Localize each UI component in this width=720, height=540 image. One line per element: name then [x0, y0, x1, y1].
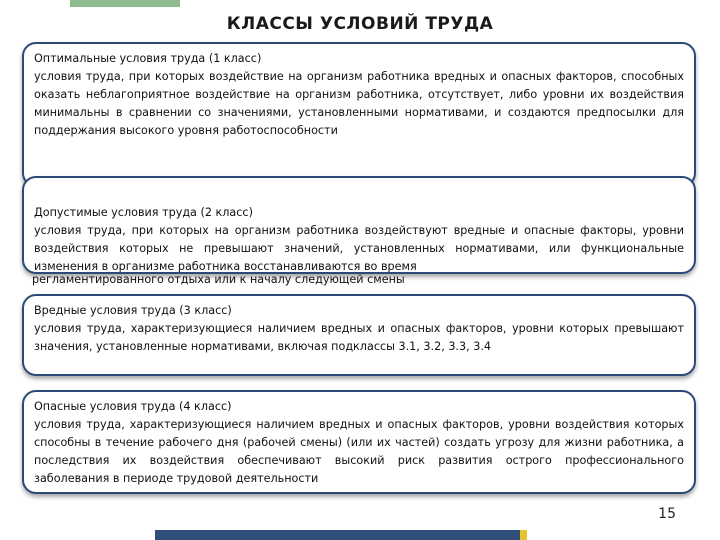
card-class-2	[22, 176, 696, 274]
card-class-1	[22, 42, 696, 187]
card-text: условия труда, при которых на организм работника воздействуют вредные и опасные факторы, уровни воздействия которых не превышают значений, установленных нормативами, или функциональные изменения в организме работника восстанавливаются во время	[34, 224, 684, 273]
card-class-4	[22, 390, 696, 494]
card-overflow-text: регламентированного отдыха или к началу следующей смены	[32, 273, 405, 286]
card-class-3	[22, 294, 696, 376]
card-heading: Оптимальные условия труда (1 класс)	[34, 52, 262, 65]
card-heading: Вредные условия труда (3 класс)	[34, 304, 232, 317]
card-text: условия труда, характеризующиеся наличием вредных и опасных факторов, уровни которых превышают значения, установленные нормативами, включая подклассы 3.1, 3.2, 3.3, 3.4	[34, 322, 684, 353]
page-number: 15	[658, 506, 676, 522]
card-text: условия труда, при которых воздействие на организм работника вредных и опасных факторов, способных оказать неблагоприятное воздействие на организм работника, отсутствует, либо уровни их воздействия минимальны в сравнении со значениями, установленными нормативами, и создаются предпосылки для поддержания высокого уровня работоспособности	[34, 70, 684, 137]
bottom-accent	[520, 530, 527, 540]
top-accent-bar	[70, 0, 180, 7]
card-heading: Опасные условия труда (4 класс)	[34, 400, 232, 413]
card-text: условия труда, характеризующиеся наличием вредных и опасных факторов, уровни воздействия которых способны в течение рабочего дня (рабочей смены) (или их частей) создать угрозу для жизни работника, а последствия их воздействия обеспечивают высокий риск развития острого профессионального заболевания в периоде трудовой деятельности	[34, 418, 684, 485]
page-title: КЛАССЫ УСЛОВИЙ ТРУДА	[226, 14, 494, 34]
card-heading: Допустимые условия труда (2 класс)	[34, 206, 253, 219]
bottom-bar	[155, 530, 520, 540]
